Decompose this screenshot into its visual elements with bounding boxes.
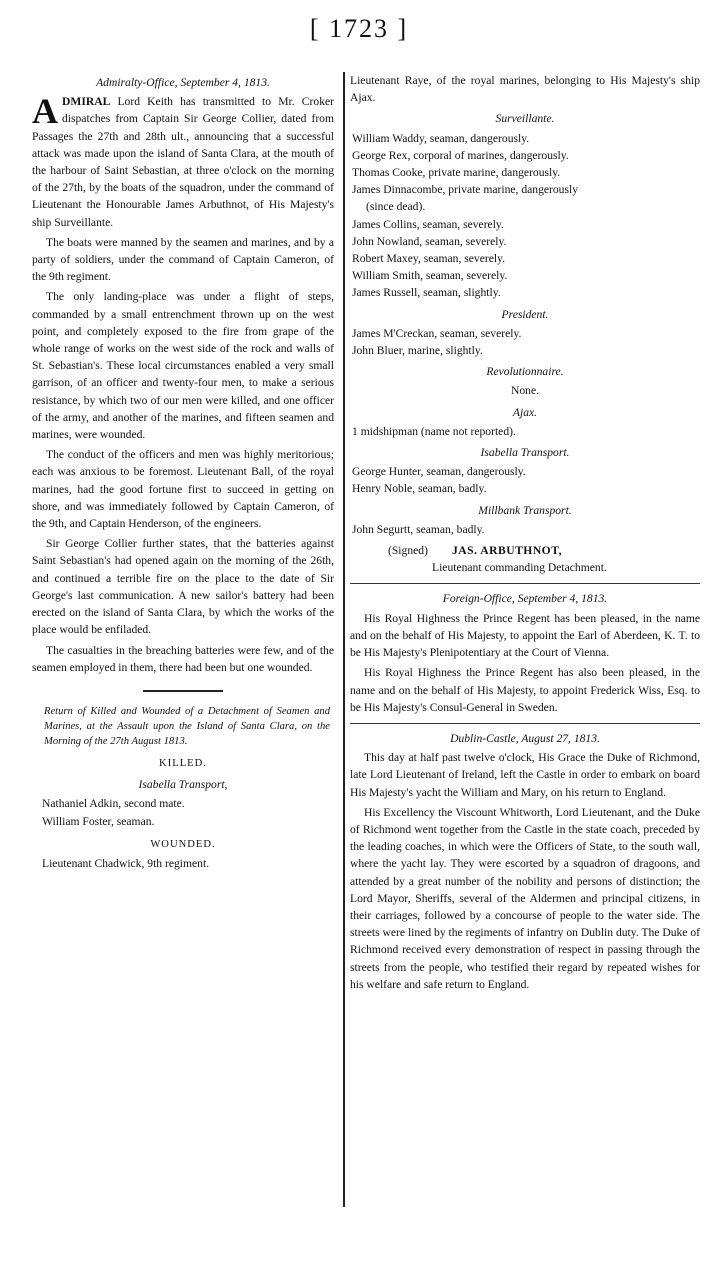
- isabella-label: Isabella Transport.: [480, 446, 570, 460]
- casualty-entry: William Foster, seaman.: [42, 814, 155, 828]
- signer-title: Lieutenant commanding Detachment.: [432, 561, 607, 575]
- casualty-entry: James Dinnacombe, private marine, dangerously: [352, 183, 579, 197]
- casualty-entry: Henry Noble, seaman, badly.: [352, 482, 487, 496]
- paragraph: The boats were manned by the seamen and marines, and by a party of soldiers, under the command of Captain Cameron, of the 9th regiment.: [32, 235, 334, 284]
- signed-mark: (Signed): [388, 544, 428, 558]
- drop-cap: A: [32, 91, 58, 132]
- casualty-entry: James M'Creckan, seaman, severely.: [352, 326, 522, 340]
- casualty-note: (since dead).: [366, 200, 426, 214]
- left-column: [32, 72, 334, 872]
- casualty-entry: Thomas Cooke, private marine, dangerously.: [352, 166, 561, 180]
- casualty-entry: Lieutenant Chadwick, 9th regiment.: [42, 856, 210, 870]
- foreign-office-dateline: Foreign-Office, September 4, 1813.: [442, 592, 608, 606]
- killed-ship: Isabella Transport,: [138, 778, 228, 792]
- revolutionnaire-label: Revolutionnaire.: [486, 365, 564, 379]
- casualty-entry: James Collins, seaman, severely.: [352, 217, 504, 231]
- paragraph: His Royal Highness the Prince Regent has been pleased, in the name and on the behalf of His Majesty, to appoint the Earl of Aberdeen, K. T. to be His Majesty's Plenipotentiary at the Court of Vienna.: [350, 611, 700, 660]
- president-label: President.: [501, 307, 549, 321]
- casualty-entry: John Nowland, seaman, severely.: [352, 234, 507, 248]
- casualty-entry: George Hunter, seaman, dangerously.: [352, 465, 526, 479]
- continued-entry: Lieutenant Raye, of the royal marines, belonging to His Majesty's ship Ajax.: [350, 74, 700, 105]
- section-rule: [143, 690, 223, 692]
- paragraph: The casualties in the breaching batteries were few, and of the seamen employed in them, there had been but one wounded.: [32, 643, 334, 674]
- casualty-entry: John Bluer, marine, slightly.: [352, 344, 483, 358]
- lead-text: Lord Keith has transmitted to Mr. Croker dispatches from Captain Sir George Collier, dated from Passages the 27th and 28th ult., announcing that a successful attack was made upon the island of Santa Clara, at the mouth of the harbour of Saint Sebastian, at three o'clock on the morning of the 27th, by the boats of the squadron, under the command of Lieutenant the Honourable James Arbuthnot, of His Majesty's ship Surveillante.: [32, 95, 334, 229]
- casualty-entry: George Rex, corporal of marines, dangerously.: [352, 148, 569, 162]
- killed-label: KILLED.: [159, 757, 207, 769]
- page-number: [ 1723 ]: [309, 14, 409, 43]
- surveillante-label: Surveillante.: [495, 112, 555, 126]
- casualty-entry: William Waddy, seaman, dangerously.: [352, 131, 530, 145]
- section-rule: [350, 723, 700, 724]
- ajax-label: Ajax.: [512, 405, 538, 419]
- paragraph: His Royal Highness the Prince Regent has also been pleased, in the name and on the behalf of His Majesty, to appoint Frederick Wiss, Esq. to be His Majesty's Consul-General in Sweden.: [350, 666, 700, 714]
- paragraph: His Excellency the Viscount Whitworth, Lord Lieutenant, and the Duke of Richmond went together from the Castle in the state coach, preceded by the leading coaches, in which were the Officers of State, to the south wall, where the yacht lay. They were escorted by a squadron of dragoons, and attended by a great number of the nobility and persons of distinction; the Lord Mayor, Sheriffs, several of the Aldermen and principal citizens, in their carriages, followed by a concourse of people to the water side. The streets were lined by the regiments of infantry on Dublin duty. The Duke of Richmond received every demonstration of respect in passing through the streets from the people, who testified their regard by repeated wishes for his welfare and safe return to England.: [350, 805, 700, 991]
- casualty-entry: 1 midshipman (name not reported).: [352, 424, 516, 438]
- millbank-label: Millbank Transport.: [478, 503, 572, 517]
- admiralty-dateline: Admiralty-Office, September 4, 1813.: [96, 76, 270, 89]
- column-divider: [343, 72, 345, 1207]
- lead-caps: DMIRAL: [62, 95, 111, 109]
- casualty-entry: John Segurtt, seaman, badly.: [352, 522, 485, 536]
- lead-paragraph: [32, 93, 334, 231]
- paragraph: This day at half past twelve o'clock, His Grace the Duke of Richmond, late Lord Lieutenant of Ireland, left the Castle in order to embark on board His Majesty's yacht the William and Mary, on his return to England.: [350, 751, 700, 799]
- dublin-castle-dateline: Dublin-Castle, August 27, 1813.: [450, 731, 600, 745]
- casualty-entry: James Russell, seaman, slightly.: [352, 286, 501, 300]
- wounded-label: WOUNDED.: [150, 838, 216, 850]
- right-column: [350, 72, 700, 996]
- return-title: Return of Killed and Wounded of a Detachment of Seamen and Marines, at the Assault upon the Island of Santa Clara, on the Morning of the 27th August 1813.: [44, 705, 330, 747]
- signature-line: [350, 542, 700, 559]
- casualty-entry: Robert Maxey, seaman, severely.: [352, 252, 506, 266]
- paragraph: The conduct of the officers and men was highly meritorious; each was anxious to be foremost. Lieutenant Ball, of the royal marines, had the good fortune first to succeed in getting on shore, and was immediately followed by Captain Cameron, of the 9th, and Captain Henderson, of the engineers.: [32, 448, 334, 531]
- paragraph: The only landing-place was under a flight of steps, commanded by a small entrenchment thrown up on the west point, and completely exposed to the fire from grape of the whole range of works on the west side of the rock and walls of St. Sebastian's. These local circumstances enabled a very small garrison, of an officer and twenty-four men, to make a serious resistance, by which two of our men were killed, and one officer of the army, and another of the marines, and fifteen seamen and marines, were wounded.: [32, 290, 334, 442]
- paragraph: Sir George Collier further states, that the batteries against Saint Sebastian's had opened again on the morning of the 26th, and continued a terrible fire on the place to the date of Sir George's last communication. A new sailor's battery had been erected on the island of Santa Clara, by which the works of the place would be enfiladed.: [32, 537, 334, 637]
- casualty-entry: Nathaniel Adkin, second mate.: [42, 797, 185, 811]
- section-rule: [350, 583, 700, 584]
- signer-name: JAS. ARBUTHNOT,: [451, 544, 562, 558]
- revolutionnaire-entry: None.: [510, 384, 539, 398]
- casualty-entry: William Smith, seaman, severely.: [352, 269, 508, 283]
